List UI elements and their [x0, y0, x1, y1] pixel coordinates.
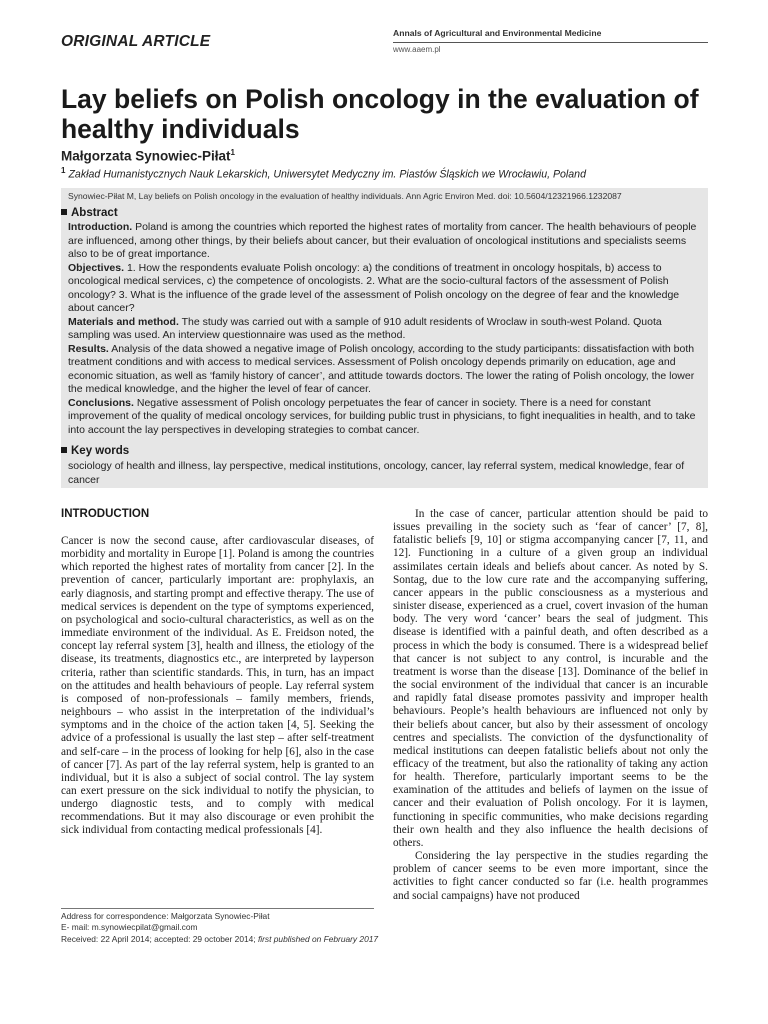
author-affiliation-marker: 1 [230, 148, 235, 157]
abstract-introduction [68, 221, 705, 262]
body-paragraph: In the case of cancer, particular attention should be paid to issues prevailing in the society such as ‘fear of cancer’ [7, 8], fatalistic beliefs [9, 10] or stigma accompanying cancer [7, 11, and 12]. Functioning in a culture of a given group an individual assimilates certain ideals and beliefs about cancer. As noted by S. Sontag, due to the low cure rate and the accompanying suffering, cancer appears in the public consciousness as a mysterious and sinister disease, experienced as a cruel, covert invasion of the human body. The very word ‘cancer’ bears the seal of judgment. This disease is identified with a painful death, and often described as a process in which the body is consumed. There is a widespread belief that cancer is not subject to any control, is incurable and the treatment is worse than the disease [13]. Dominance of the belief in the social environment of the individual that cancer is an incurable and rapidly fatal disease promotes passivity and improper health behaviours. People’s health behaviours are influenced not only by their beliefs about cancer, but also by their assessment of oncology centres and specialists. The conviction of the dysfunctionality of medical institutions can deepen fatalistic beliefs about not only the efficacy of the treatment, but also the rationality of taking any action for health. Therefore, particularly important seems to be the examination of the attitudes and beliefs of laymen on the issue of cancer and their evaluation of Polish oncology. For it is laymen, functioning in specific communities, who make decisions regarding their own health and they also influence the health decisions of others. [393, 508, 708, 849]
author-name [61, 148, 235, 164]
abstract-conclusions [68, 397, 705, 438]
abstract-objectives [68, 262, 705, 316]
first-published-date: first published on February 2017 [257, 934, 379, 944]
keywords-heading-text: Key words [71, 445, 130, 457]
abstract-section-label: Conclusions. [68, 396, 134, 409]
affiliation-number: 1 [61, 166, 66, 175]
abstract-heading [61, 207, 118, 219]
square-bullet-icon [61, 209, 67, 215]
author-name-text: Małgorzata Synowiec-Piłat [61, 148, 231, 164]
abstract-materials-method [68, 316, 705, 343]
introduction-heading: INTRODUCTION [61, 508, 150, 520]
body-paragraph: Considering the lay perspective in the studies regarding the problem of cancer seems to be even more important, since the activities to fight cancer conducted so far (i.e. health programmes and social campaigns) have not produced [393, 850, 708, 902]
abstract-results [68, 343, 705, 397]
journal-url[interactable]: www.aaem.pl [393, 45, 441, 54]
abstract-section-text: The study was carried out with a sample of 910 adult residents of Wroclaw in south-west Poland. Quota sampling was used. An interview questionnaire was used as the method. [68, 315, 662, 341]
header-divider [393, 42, 708, 43]
correspondence-email[interactable]: E- mail: m.synowiecpilat@gmail.com [61, 921, 198, 932]
body-column-right [393, 508, 708, 903]
abstract-heading-text: Abstract [71, 207, 118, 219]
abstract-section-text: Analysis of the data showed a negative image of Polish oncology, according to the study participants: dissatisfaction with both treatment conditions and with access to medical services. Assessment of Polish oncology depends primarily on education, age and economic situation, as well as ‘family history of cancer’, and attitude towards doctors. The lower the rating of Polish oncology, the lower the medical knowledge, and the higher the level of fear of cancer. [68, 342, 695, 395]
abstract-section-text: Negative assessment of Polish oncology perpetuates the fear of cancer in society. There is a need for constant improvement of the quality of medical oncology services, for building public trust in physicians, to fight inequalities in health, and to take into account the lay perspectives in developing strategies to combat cancer. [68, 396, 696, 436]
article-type-label: ORIGINAL ARTICLE [61, 33, 211, 50]
citation-line: Synowiec-Piłat M, Lay beliefs on Polish oncology in the evaluation of healthy individuals. Ann Agric Environ Med. doi: 10.5604/12321966.1232087 [68, 191, 622, 201]
keywords-list: sociology of health and illness, lay perspective, medical institutions, oncology, cancer, lay referral system, medical knowledge, fear of cancer [68, 460, 685, 486]
body-paragraph: Cancer is now the second cause, after cardiovascular diseases, of morbidity and mortality in Europe [1]. Poland is among the countries which reported the highest rates of mortality from cancer [2]. In the prevention of cancer, particularly important are: prophylaxis, an early diagnosis, and starting prompt and effective therapy. The use of medical services is dependent on the type of symptoms experienced, on psychological and socio-cultural characteristics, as well as on the immediate environment of the individual. As E. Freidson noted, the concept lay referral system [3], health and illness, the etiology of the disease, its treatments, diagnostics etc., are interpreted by layperson criteria, rather than scientific standards. This, in turn, has an impact on the attitudes and health behaviours of people. Lay referral system is composed of non-professionals – family members, friends, neighbours – who assist in the interpretation of the individual’s symptoms and in the choice of the action taken [4, 5]. Seeking the advice of a professional is usually the last step – after self-treatment and self-care – in the process of looking for help [6], also in the case of cancer [7]. As part of the lay referral system, help is granted to an individual, but it is also a subject of social control. The lay system can exert pressure on the sick individual to notify the physician, to undergo diagnostic tests, and to comply with medical recommendations. But it may also discourage or even prohibit the sick individual from contacting medical professionals [4]. [61, 535, 374, 837]
affiliation [61, 166, 586, 181]
abstract-section-label: Objectives. [68, 261, 125, 274]
abstract-box [61, 188, 708, 488]
body-column-left [61, 535, 374, 838]
abstract-section-label: Results. [68, 342, 109, 355]
affiliation-text: Zakład Humanistycznych Nauk Lekarskich, Uniwersytet Medyczny im. Piastów Śląskich we Wrocławiu, Poland [68, 168, 586, 181]
correspondence-footnote [61, 911, 381, 945]
abstract-section-text: 1. How the respondents evaluate Polish oncology: a) the conditions of treatment in oncology hospitals, b) access to oncological medical services, c) the competence of oncologists. 2. What are the socio-cultural factors of the assessment of Polish oncology? 3. What is the influence of the grade level of the assessment of Polish oncology on the degree of fear and the knowledge about cancer? [68, 261, 680, 314]
abstract-body [68, 221, 705, 437]
journal-name: Annals of Agricultural and Environmental Medicine [393, 28, 602, 38]
abstract-section-label: Materials and method. [68, 315, 179, 328]
journal-header [393, 28, 708, 54]
correspondence-address: Address for correspondence: Małgorzata Synowiec-Piłat [61, 911, 270, 921]
abstract-section-text: Poland is among the countries which reported the highest rates of mortality from cancer. The health behaviours of people are influenced, among other things, by their beliefs about cancer, but their evaluation of oncological institutions and specialists seems also to be of great importance. [68, 221, 697, 260]
received-accepted-dates: Received: 22 April 2014; accepted: 29 october 2014; [61, 934, 258, 944]
keywords-heading [61, 445, 129, 457]
publication-dates [61, 934, 381, 945]
square-bullet-icon [61, 447, 67, 453]
article-title: Lay beliefs on Polish oncology in the evaluation of healthy individuals [61, 84, 699, 144]
footnote-divider [61, 908, 374, 909]
abstract-section-label: Introduction. [68, 221, 133, 233]
